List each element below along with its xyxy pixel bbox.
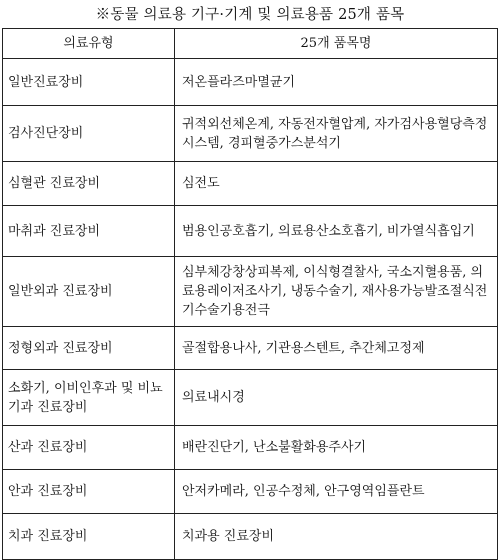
row-category: 치과 진료장비	[3, 514, 175, 560]
row-category: 일반외과 진료장비	[3, 257, 175, 327]
table-header-row	[3, 29, 498, 59]
row-products: 골절합용나사, 기관용스텐트, 추간체고정제	[175, 327, 498, 370]
row-products: 범용인공호흡기, 의료용산소호흡기, 비가열식흡입기	[175, 206, 498, 257]
item-table	[2, 28, 498, 560]
table-row	[3, 470, 498, 514]
row-products: 안저카메라, 인공수정체, 안구영역임플란트	[175, 470, 498, 514]
header-products: 25개 품목명	[175, 29, 498, 59]
table-row	[3, 206, 498, 257]
row-category: 일반진료장비	[3, 59, 175, 106]
row-category: 마취과 진료장비	[3, 206, 175, 257]
row-category: 산과 진료장비	[3, 426, 175, 470]
row-category: 검사진단장비	[3, 106, 175, 162]
row-products: 심전도	[175, 162, 498, 206]
table-row	[3, 162, 498, 206]
row-products: 저온플라즈마멸균기	[175, 59, 498, 106]
table-row	[3, 426, 498, 470]
row-products: 치과용 진료장비	[175, 514, 498, 560]
table-row	[3, 257, 498, 327]
table-row	[3, 327, 498, 370]
row-products: 심부체강창상피복제, 이식형결찰사, 국소지혈용품, 의료용레이저조사기, 냉동수술기, 재사용가능발조절식전기수술기용전극	[175, 257, 498, 327]
table-row	[3, 514, 498, 560]
page-title: ※동물 의료용 기구·기계 및 의료용품 25개 품목	[95, 7, 405, 23]
table-row	[3, 106, 498, 162]
header-category: 의료유형	[3, 29, 175, 59]
row-category: 소화기, 이비인후과 및 비뇨기과 진료장비	[3, 370, 175, 426]
row-products: 귀적외선체온계, 자동전자혈압계, 자가검사용혈당측정시스템, 경피혈중가스분석기	[175, 106, 498, 162]
table-row	[3, 59, 498, 106]
table-row	[3, 370, 498, 426]
row-products: 의료내시경	[175, 370, 498, 426]
row-category: 안과 진료장비	[3, 470, 175, 514]
row-category: 정형외과 진료장비	[3, 327, 175, 370]
row-category: 심혈관 진료장비	[3, 162, 175, 206]
row-products: 배란진단기, 난소불활화용주사기	[175, 426, 498, 470]
